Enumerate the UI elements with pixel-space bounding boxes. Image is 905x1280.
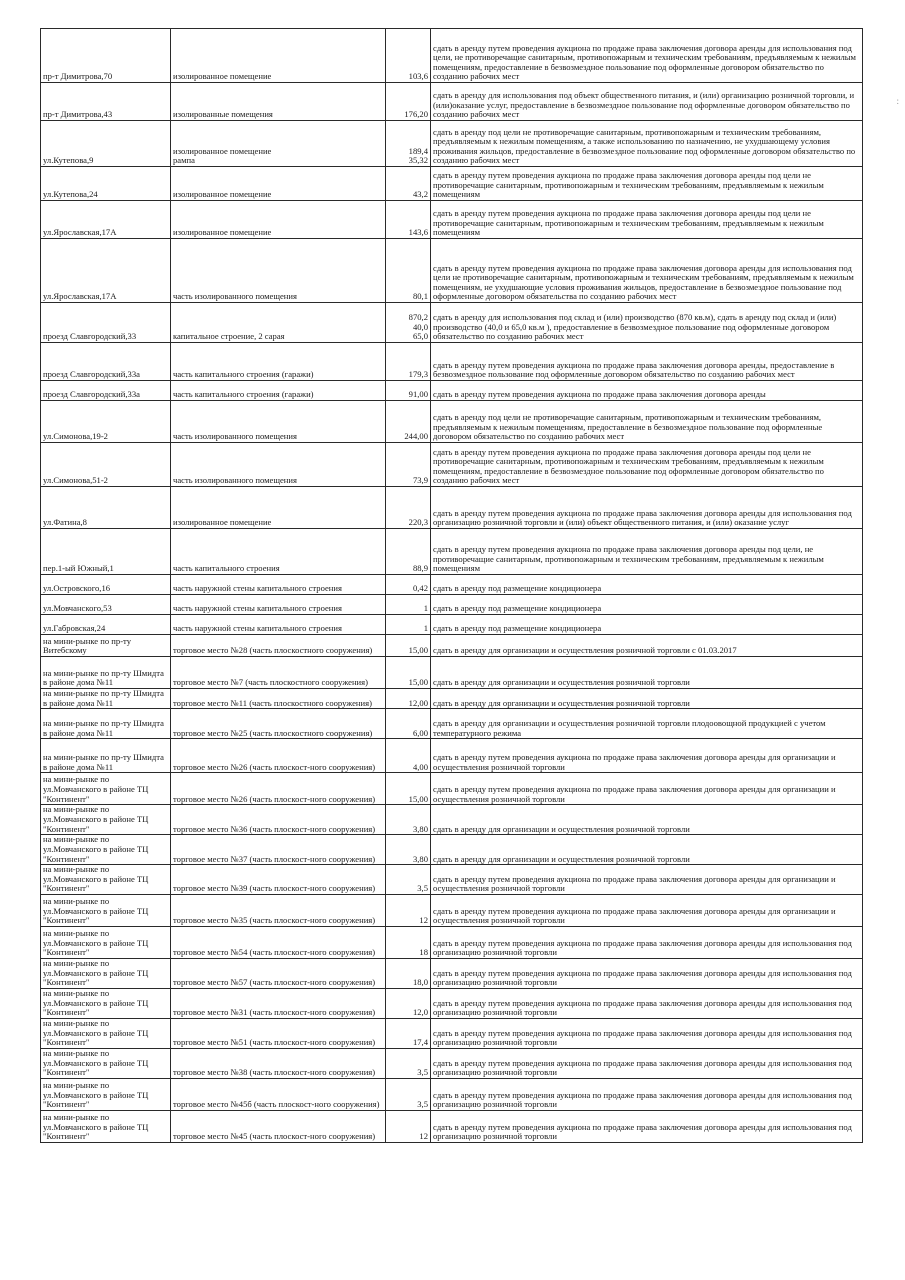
table-row — [41, 487, 863, 529]
use-cell: сдать в аренду для организации и осуществления розничной торговли с 01.03.2017 — [431, 635, 863, 657]
use-cell: сдать в аренду путем проведения аукциона по продаже права заключения договора аренды для использования под цели не противоречащие санитарным, противопожарным и техническим требованиям, предъявляемым к нежилым помещениям, не ухудшающие условия проживания жильцов, предоставление в безвозмездное пользование под оформленные договором обязательства по созданию рабочих мест — [431, 239, 863, 303]
area-cell: 1 — [386, 615, 431, 635]
address-cell: на мини-рынке по ул.Мовчанского в районе ТЦ "Континент" — [41, 927, 171, 959]
object-cell: торговое место №11 (часть плоскостного сооружения) — [171, 689, 386, 709]
use-cell: сдать в аренду путем проведения аукциона по продаже права заключения договора аренды — [431, 381, 863, 401]
use-cell: сдать в аренду для организации и осуществления розничной торговли — [431, 835, 863, 865]
address-cell: ул.Кутепова,24 — [41, 167, 171, 201]
use-cell: сдать в аренду путем проведения аукциона по продаже права заключения договора аренды под цели не противоречащие санитарным, противопожарным и техническим требованиям, предъявляемым к нежилым помещениям, предоставление в безвозмездное пользование под оформленные договором обязательство по созданию рабочих мест — [431, 443, 863, 487]
table-row — [41, 615, 863, 635]
object-cell: торговое место №28 (часть плоскостного сооружения) — [171, 635, 386, 657]
area-cell: 1 — [386, 595, 431, 615]
table-row — [41, 773, 863, 805]
object-cell: изолированное помещение — [171, 487, 386, 529]
table-row — [41, 401, 863, 443]
table-row — [41, 529, 863, 575]
object-cell: торговое место №36 (часть плоскост-ного сооружения) — [171, 805, 386, 835]
use-cell: сдать в аренду путем проведения аукциона по продаже права заключения договора аренды для использования под организацию розничной торговли и (или) объект общественного питания, и (или) оказание услуг — [431, 487, 863, 529]
object-cell: торговое место №51 (часть плоскост-ного сооружения) — [171, 1019, 386, 1049]
object-cell: торговое место №35 (часть плоскост-ного сооружения) — [171, 895, 386, 927]
use-cell: сдать в аренду путем проведения аукциона по продаже права заключения договора аренды для использования под организацию розничной торговли — [431, 927, 863, 959]
use-cell: сдать в аренду под цели не противоречащие санитарным, противопожарным и техническим требованиям, предъявляемым к нежилым помещениям, предоставление в безвозмездное пользование под оформленные договором обязательство по созданию рабочих мест — [431, 401, 863, 443]
area-cell: 15,00 — [386, 635, 431, 657]
table-row — [41, 343, 863, 381]
object-cell: изолированное помещение — [171, 201, 386, 239]
object-cell: часть изолированного помещения — [171, 443, 386, 487]
table-row — [41, 689, 863, 709]
cell-line: изолированное помещение — [173, 145, 272, 156]
area-cell: 91,00 — [386, 381, 431, 401]
address-cell: на мини-рынке по ул.Мовчанского в районе ТЦ "Континент" — [41, 865, 171, 895]
table-row — [41, 835, 863, 865]
table-row — [41, 709, 863, 739]
table-row — [41, 83, 863, 121]
address-cell: пр-т Димитрова,70 — [41, 29, 171, 83]
area-cell: 4,00 — [386, 739, 431, 773]
object-cell: торговое место №54 (часть плоскост-ного сооружения) — [171, 927, 386, 959]
address-cell: на мини-рынке по ул.Мовчанского в районе ТЦ "Континент" — [41, 773, 171, 805]
area-cell: 103,6 — [386, 29, 431, 83]
object-cell: изолированные помещения — [171, 83, 386, 121]
use-cell: сдать в аренду для использования под объект общественного питания, и (или) организацию розничной торговли, и (или)оказание услуг, предоставление в безвозмездное пользование под оформленные договором обязательство по созданию рабочих мест — [431, 83, 863, 121]
object-cell: часть капитального строения — [171, 529, 386, 575]
table-row — [41, 167, 863, 201]
object-cell: изолированное помещение — [171, 29, 386, 83]
address-cell: на мини-рынке по ул.Мовчанского в районе ТЦ "Континент" — [41, 959, 171, 989]
object-cell: торговое место №45 (часть плоскост-ного сооружения) — [171, 1111, 386, 1143]
object-cell — [171, 121, 386, 167]
object-cell: торговое место №38 (часть плоскост-ного сооружения) — [171, 1049, 386, 1079]
object-cell: часть капитального строения (гаражи) — [171, 343, 386, 381]
address-cell: ул.Ярославская,17А — [41, 239, 171, 303]
area-cell: 12,0 — [386, 989, 431, 1019]
object-cell: часть изолированного помещения — [171, 401, 386, 443]
use-cell: сдать в аренду путем проведения аукциона по продаже права заключения договора аренды для организации и осуществления розничной торговли — [431, 895, 863, 927]
area-cell: 179,3 — [386, 343, 431, 381]
cell-line: рампа — [173, 155, 195, 166]
cell-line: 65,0 — [412, 331, 428, 342]
address-cell: ул.Ярославская,17А — [41, 201, 171, 239]
use-cell: сдать в аренду путем проведения аукциона по продаже права заключения договора аренды для использования под организацию розничной торговли — [431, 989, 863, 1019]
object-cell: капитальное строение, 2 сарая — [171, 303, 386, 343]
use-cell: сдать в аренду для организации и осуществления розничной торговли — [431, 657, 863, 689]
cell-line: 870,2 — [408, 312, 428, 323]
address-cell: пр-т Димитрова,43 — [41, 83, 171, 121]
area-cell: 18 — [386, 927, 431, 959]
table-row — [41, 595, 863, 615]
use-cell: сдать в аренду для организации и осуществления розничной торговли плодоовощной продукцией с учетом температурного режима — [431, 709, 863, 739]
address-cell: проезд Славгородский,33а — [41, 343, 171, 381]
address-cell: на мини-рынке по ул.Мовчанского в районе ТЦ "Континент" — [41, 895, 171, 927]
use-cell: сдать в аренду путем проведения аукциона по продаже права заключения договора аренды для использования под организацию розничной торговли — [431, 1049, 863, 1079]
table-row — [41, 303, 863, 343]
address-cell: на мини-рынке по пр-ту Шмидта в районе дома №11 — [41, 689, 171, 709]
area-cell: 73,9 — [386, 443, 431, 487]
area-cell: 0,42 — [386, 575, 431, 595]
table-row — [41, 989, 863, 1019]
use-cell: сдать в аренду путем проведения аукциона по продаже права заключения договора аренды для использования под организацию розничной торговли — [431, 1111, 863, 1143]
object-cell: торговое место №57 (часть плоскост-ного сооружения) — [171, 959, 386, 989]
object-cell: торговое место №37 (часть плоскост-ного сооружения) — [171, 835, 386, 865]
cell-line: 189,4 — [408, 145, 428, 156]
use-cell: сдать в аренду для использования под склад и (или) производство (870 кв.м), сдать в аренду под склад и (или) производство (40,0 и 65,0 кв.м ), предоставление в безвозмездное пользование под оформленные договором обязательство по созданию рабочих мест — [431, 303, 863, 343]
use-cell: сдать в аренду путем проведения аукциона по продаже права заключения договора аренды, предоставление в безвозмездное пользование под оформленные договором обязательство по созданию рабочих мест — [431, 343, 863, 381]
cell-line: 35,32 — [408, 155, 428, 166]
table-row — [41, 657, 863, 689]
area-cell: 3,5 — [386, 865, 431, 895]
property-table — [40, 28, 863, 1143]
object-cell: часть капитального строения (гаражи) — [171, 381, 386, 401]
area-cell: 176,20 — [386, 83, 431, 121]
address-cell: ул.Симонова,19-2 — [41, 401, 171, 443]
address-cell: проезд Славгородский,33а — [41, 381, 171, 401]
area-cell: 3,5 — [386, 1049, 431, 1079]
area-cell: 15,00 — [386, 657, 431, 689]
object-cell: торговое место №31 (часть плоскост-ного сооружения) — [171, 989, 386, 1019]
address-cell: на мини-рынке по ул.Мовчанского в районе ТЦ "Континент" — [41, 1111, 171, 1143]
address-cell: на мини-рынке по ул.Мовчанского в районе ТЦ "Континент" — [41, 1049, 171, 1079]
table-row — [41, 443, 863, 487]
table-row — [41, 1049, 863, 1079]
table-row — [41, 381, 863, 401]
cell-line: 40,0 — [412, 321, 428, 332]
use-cell: сдать в аренду путем проведения аукциона по продаже права заключения договора аренды под цели не противоречащие санитарным, противопожарным и техническим требованиям, предъявляемым к нежилым помещениям — [431, 201, 863, 239]
address-cell: ул.Мовчанского,53 — [41, 595, 171, 615]
use-cell: сдать в аренду путем проведения аукциона по продаже права заключения договора аренды для организации и осуществления розничной торговли — [431, 739, 863, 773]
area-cell: 244,00 — [386, 401, 431, 443]
area-cell: 12 — [386, 895, 431, 927]
address-cell: ул.Симонова,51-2 — [41, 443, 171, 487]
address-cell: проезд Славгородский,33 — [41, 303, 171, 343]
table-row — [41, 865, 863, 895]
area-cell: 80,1 — [386, 239, 431, 303]
use-cell: сдать в аренду под размещение кондиционера — [431, 595, 863, 615]
object-cell: торговое место №25 (часть плоскостного сооружения) — [171, 709, 386, 739]
address-cell: на мини-рынке по пр-ту Шмидта в районе дома №11 — [41, 739, 171, 773]
area-cell: 17,4 — [386, 1019, 431, 1049]
address-cell: на мини-рынке по пр-ту Витебскому — [41, 635, 171, 657]
use-cell: сдать в аренду для организации и осуществления розничной торговли — [431, 689, 863, 709]
address-cell: на мини-рынке по ул.Мовчанского в районе ТЦ "Континент" — [41, 989, 171, 1019]
object-cell: торговое место №7 (часть плоскостного сооружения) — [171, 657, 386, 689]
use-cell: сдать в аренду путем проведения аукциона по продаже права заключения договора аренды под цели, не противоречащие санитарным, противопожарным и техническим требованиям, предъявляемым к нежилым помещениям — [431, 529, 863, 575]
area-cell: 6,00 — [386, 709, 431, 739]
area-cell: 143,6 — [386, 201, 431, 239]
table-row — [41, 635, 863, 657]
address-cell: на мини-рынке по пр-ту Шмидта в районе дома №11 — [41, 709, 171, 739]
table-row — [41, 1079, 863, 1111]
area-cell — [386, 121, 431, 167]
table-row — [41, 121, 863, 167]
area-cell: 3,80 — [386, 835, 431, 865]
use-cell: сдать в аренду путем проведения аукциона по продаже права заключения договора аренды для использования под организацию розничной торговли — [431, 959, 863, 989]
use-cell: сдать в аренду путем проведения аукциона по продаже права заключения договора аренды для использования под организацию розничной торговли — [431, 1079, 863, 1111]
object-cell: изолированное помещение — [171, 167, 386, 201]
area-cell: 18,0 — [386, 959, 431, 989]
address-cell: ул.Островского,16 — [41, 575, 171, 595]
use-cell: сдать в аренду путем проведения аукциона по продаже права заключения договора аренды для использования под цели, не противоречащие санитарным, противопожарным и техническим требованиям, предъявляемым к нежилым помещениям, предоставление в безвозмездное пользование под оформленные договором обязательство по созданию рабочих мест — [431, 29, 863, 83]
use-cell: сдать в аренду путем проведения аукциона по продаже права заключения договора аренды для организации и осуществления розничной торговли — [431, 865, 863, 895]
address-cell: на мини-рынке по ул.Мовчанского в районе ТЦ "Континент" — [41, 835, 171, 865]
table-row — [41, 739, 863, 773]
object-cell: торговое место №26 (часть плоскост-ного сооружения) — [171, 739, 386, 773]
use-cell: сдать в аренду для организации и осуществления розничной торговли — [431, 805, 863, 835]
page-marker: : — [896, 96, 899, 106]
table-row — [41, 201, 863, 239]
table-row — [41, 895, 863, 927]
area-cell: 88,9 — [386, 529, 431, 575]
area-cell: 3,80 — [386, 805, 431, 835]
table-row — [41, 239, 863, 303]
table-row — [41, 959, 863, 989]
use-cell: сдать в аренду под размещение кондиционера — [431, 615, 863, 635]
address-cell: на мини-рынке по ул.Мовчанского в районе ТЦ "Континент" — [41, 805, 171, 835]
area-cell: 220,3 — [386, 487, 431, 529]
table-row — [41, 1019, 863, 1049]
property-list-sheet — [40, 28, 862, 1143]
address-cell: на мини-рынке по ул.Мовчанского в районе ТЦ "Континент" — [41, 1019, 171, 1049]
address-cell: ул.Кутепова,9 — [41, 121, 171, 167]
table-row — [41, 1111, 863, 1143]
address-cell: на мини-рынке по пр-ту Шмидта в районе дома №11 — [41, 657, 171, 689]
table-row — [41, 575, 863, 595]
object-cell: торговое место №45б (часть плоскост-ного сооружения) — [171, 1079, 386, 1111]
object-cell: часть наружной стены капитального строения — [171, 595, 386, 615]
use-cell: сдать в аренду путем проведения аукциона по продаже права заключения договора аренды под цели не противоречащие санитарным, противопожарным и техническим требованиям, предъявляемым к нежилым помещениям — [431, 167, 863, 201]
table-row — [41, 29, 863, 83]
address-cell: на мини-рынке по ул.Мовчанского в районе ТЦ "Континент" — [41, 1079, 171, 1111]
area-cell: 12,00 — [386, 689, 431, 709]
use-cell: сдать в аренду путем проведения аукциона по продаже права заключения договора аренды для организации и осуществления розничной торговли — [431, 773, 863, 805]
area-cell: 15,00 — [386, 773, 431, 805]
area-cell — [386, 303, 431, 343]
object-cell: часть наружной стены капитального строения — [171, 615, 386, 635]
area-cell: 3,5 — [386, 1079, 431, 1111]
use-cell: сдать в аренду под цели не противоречащие санитарным, противопожарным и техническим требованиям, предъявляемым к нежилым помещениям, а также использованию по назначению, не ухудшающему условия проживания жильцов, предоставление в безвозмездное пользование под оформленные договором обязательство по созданию рабочих мест — [431, 121, 863, 167]
area-cell: 12 — [386, 1111, 431, 1143]
object-cell: часть наружной стены капитального строения — [171, 575, 386, 595]
object-cell: торговое место №39 (часть плоскост-ного сооружения) — [171, 865, 386, 895]
address-cell: ул.Габровская,24 — [41, 615, 171, 635]
property-table-body — [41, 29, 863, 1143]
object-cell: торговое место №26 (часть плоскост-ного сооружения) — [171, 773, 386, 805]
use-cell: сдать в аренду под размещение кондиционера — [431, 575, 863, 595]
table-row — [41, 805, 863, 835]
table-row — [41, 927, 863, 959]
object-cell: часть изолированного помещения — [171, 239, 386, 303]
use-cell: сдать в аренду путем проведения аукциона по продаже права заключения договора аренды для использования под организацию розничной торговли — [431, 1019, 863, 1049]
area-cell: 43,2 — [386, 167, 431, 201]
address-cell: пер.1-ый Южный,1 — [41, 529, 171, 575]
address-cell: ул.Фатина,8 — [41, 487, 171, 529]
